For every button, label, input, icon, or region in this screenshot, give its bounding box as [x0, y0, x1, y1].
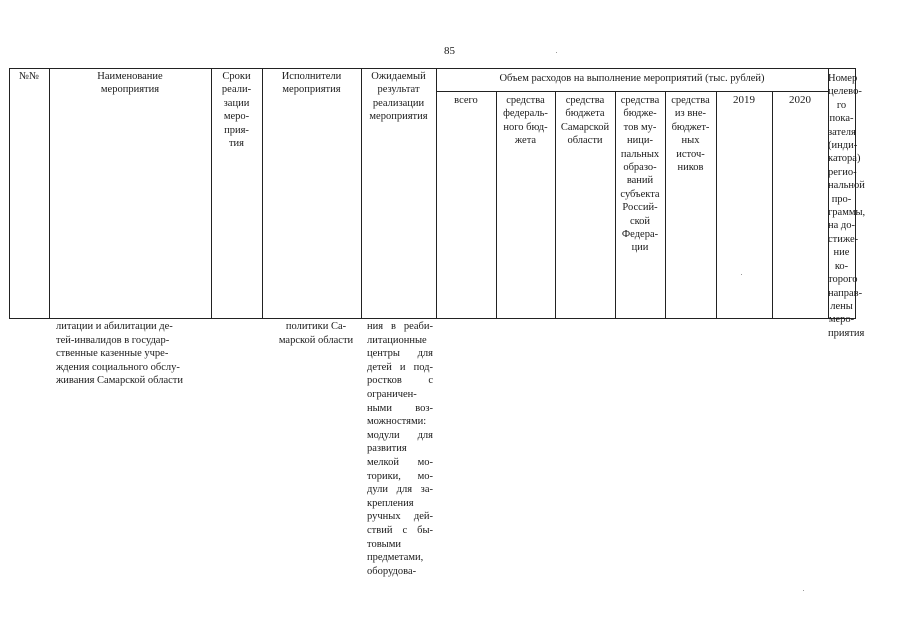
- header-name: Наименование мероприятия: [97, 71, 163, 96]
- result-line: мелкой мо-: [367, 456, 433, 468]
- subheader-extra: средства из вне- бюджет- ных источ- ников: [671, 95, 710, 174]
- col-divider-num: [49, 68, 50, 319]
- header-executors: Исполнители мероприятия: [281, 71, 342, 96]
- expenses-divider: [436, 91, 828, 92]
- header-result: Ожидаемый результат реализации мероприятия: [369, 71, 428, 123]
- subheader-federal: средства федераль- ного бюд- жета: [503, 95, 548, 147]
- header-expenses: Объем расходов на выполнение мероприятий (тыс. рублей): [499, 73, 765, 84]
- scan-speck: [741, 274, 742, 275]
- scan-speck: [803, 590, 804, 591]
- result-line: крепления: [367, 497, 414, 509]
- subcol-divider-2019: [772, 92, 773, 319]
- header-terms: Сроки реали- зации меро- прия- тия: [221, 71, 252, 150]
- result-line: ния в реаби-: [367, 321, 433, 332]
- subheader-regional: средства бюджета Самарской области: [560, 95, 610, 147]
- subheader-total: всего: [454, 95, 478, 106]
- result-line: центры для: [367, 348, 433, 360]
- result-line: ными воз-: [367, 402, 433, 414]
- table-top-border: [9, 68, 856, 69]
- result-line: ограничен-: [367, 388, 417, 400]
- scan-speck: [556, 52, 557, 53]
- result-line: ростков с: [367, 375, 433, 387]
- result-line: развития: [367, 443, 407, 455]
- executors-text: политики Са- марской области: [278, 321, 354, 346]
- result-line: предметами,: [367, 552, 424, 564]
- result-line: ствий с бы-: [367, 524, 433, 536]
- page-number: 85: [444, 45, 455, 57]
- header-num: №№: [18, 71, 40, 82]
- result-line: модули для: [367, 429, 433, 441]
- measure-name-text: литации и абилитации де- тей-инвалидов в государ- ственные казенные учре- ждения социального обслу- живания Самарской области: [56, 321, 184, 387]
- subheader-2020: 2020: [789, 94, 811, 106]
- result-line: ручных дей-: [367, 511, 433, 523]
- result-line: можностями:: [367, 416, 427, 428]
- result-line: торики, мо-: [367, 470, 433, 482]
- expected-result-text: [367, 320, 433, 578]
- result-line: товыми: [367, 538, 401, 550]
- header-indicator: Номер целево- го пока- зателя (инди- катора) регио- нальной про- граммы, на до- стиже- ние ко- торого направ- лены меро- приятия: [828, 73, 866, 339]
- result-line: дули для за-: [367, 484, 433, 496]
- result-line: оборудова-: [367, 565, 417, 577]
- subheader-2019: 2019: [733, 94, 755, 106]
- col-divider-terms: [262, 68, 263, 319]
- subheader-municipal: средства бюдже- тов му- ници- пальных образо- ваний субъекта Россий- ской Федера- ции: [620, 95, 660, 254]
- subcol-divider-extra: [716, 92, 717, 319]
- table-header-bottom-border: [9, 318, 856, 319]
- table-left-border: [9, 68, 10, 319]
- result-line: литационные: [367, 334, 427, 346]
- result-line: детей и под-: [367, 361, 433, 373]
